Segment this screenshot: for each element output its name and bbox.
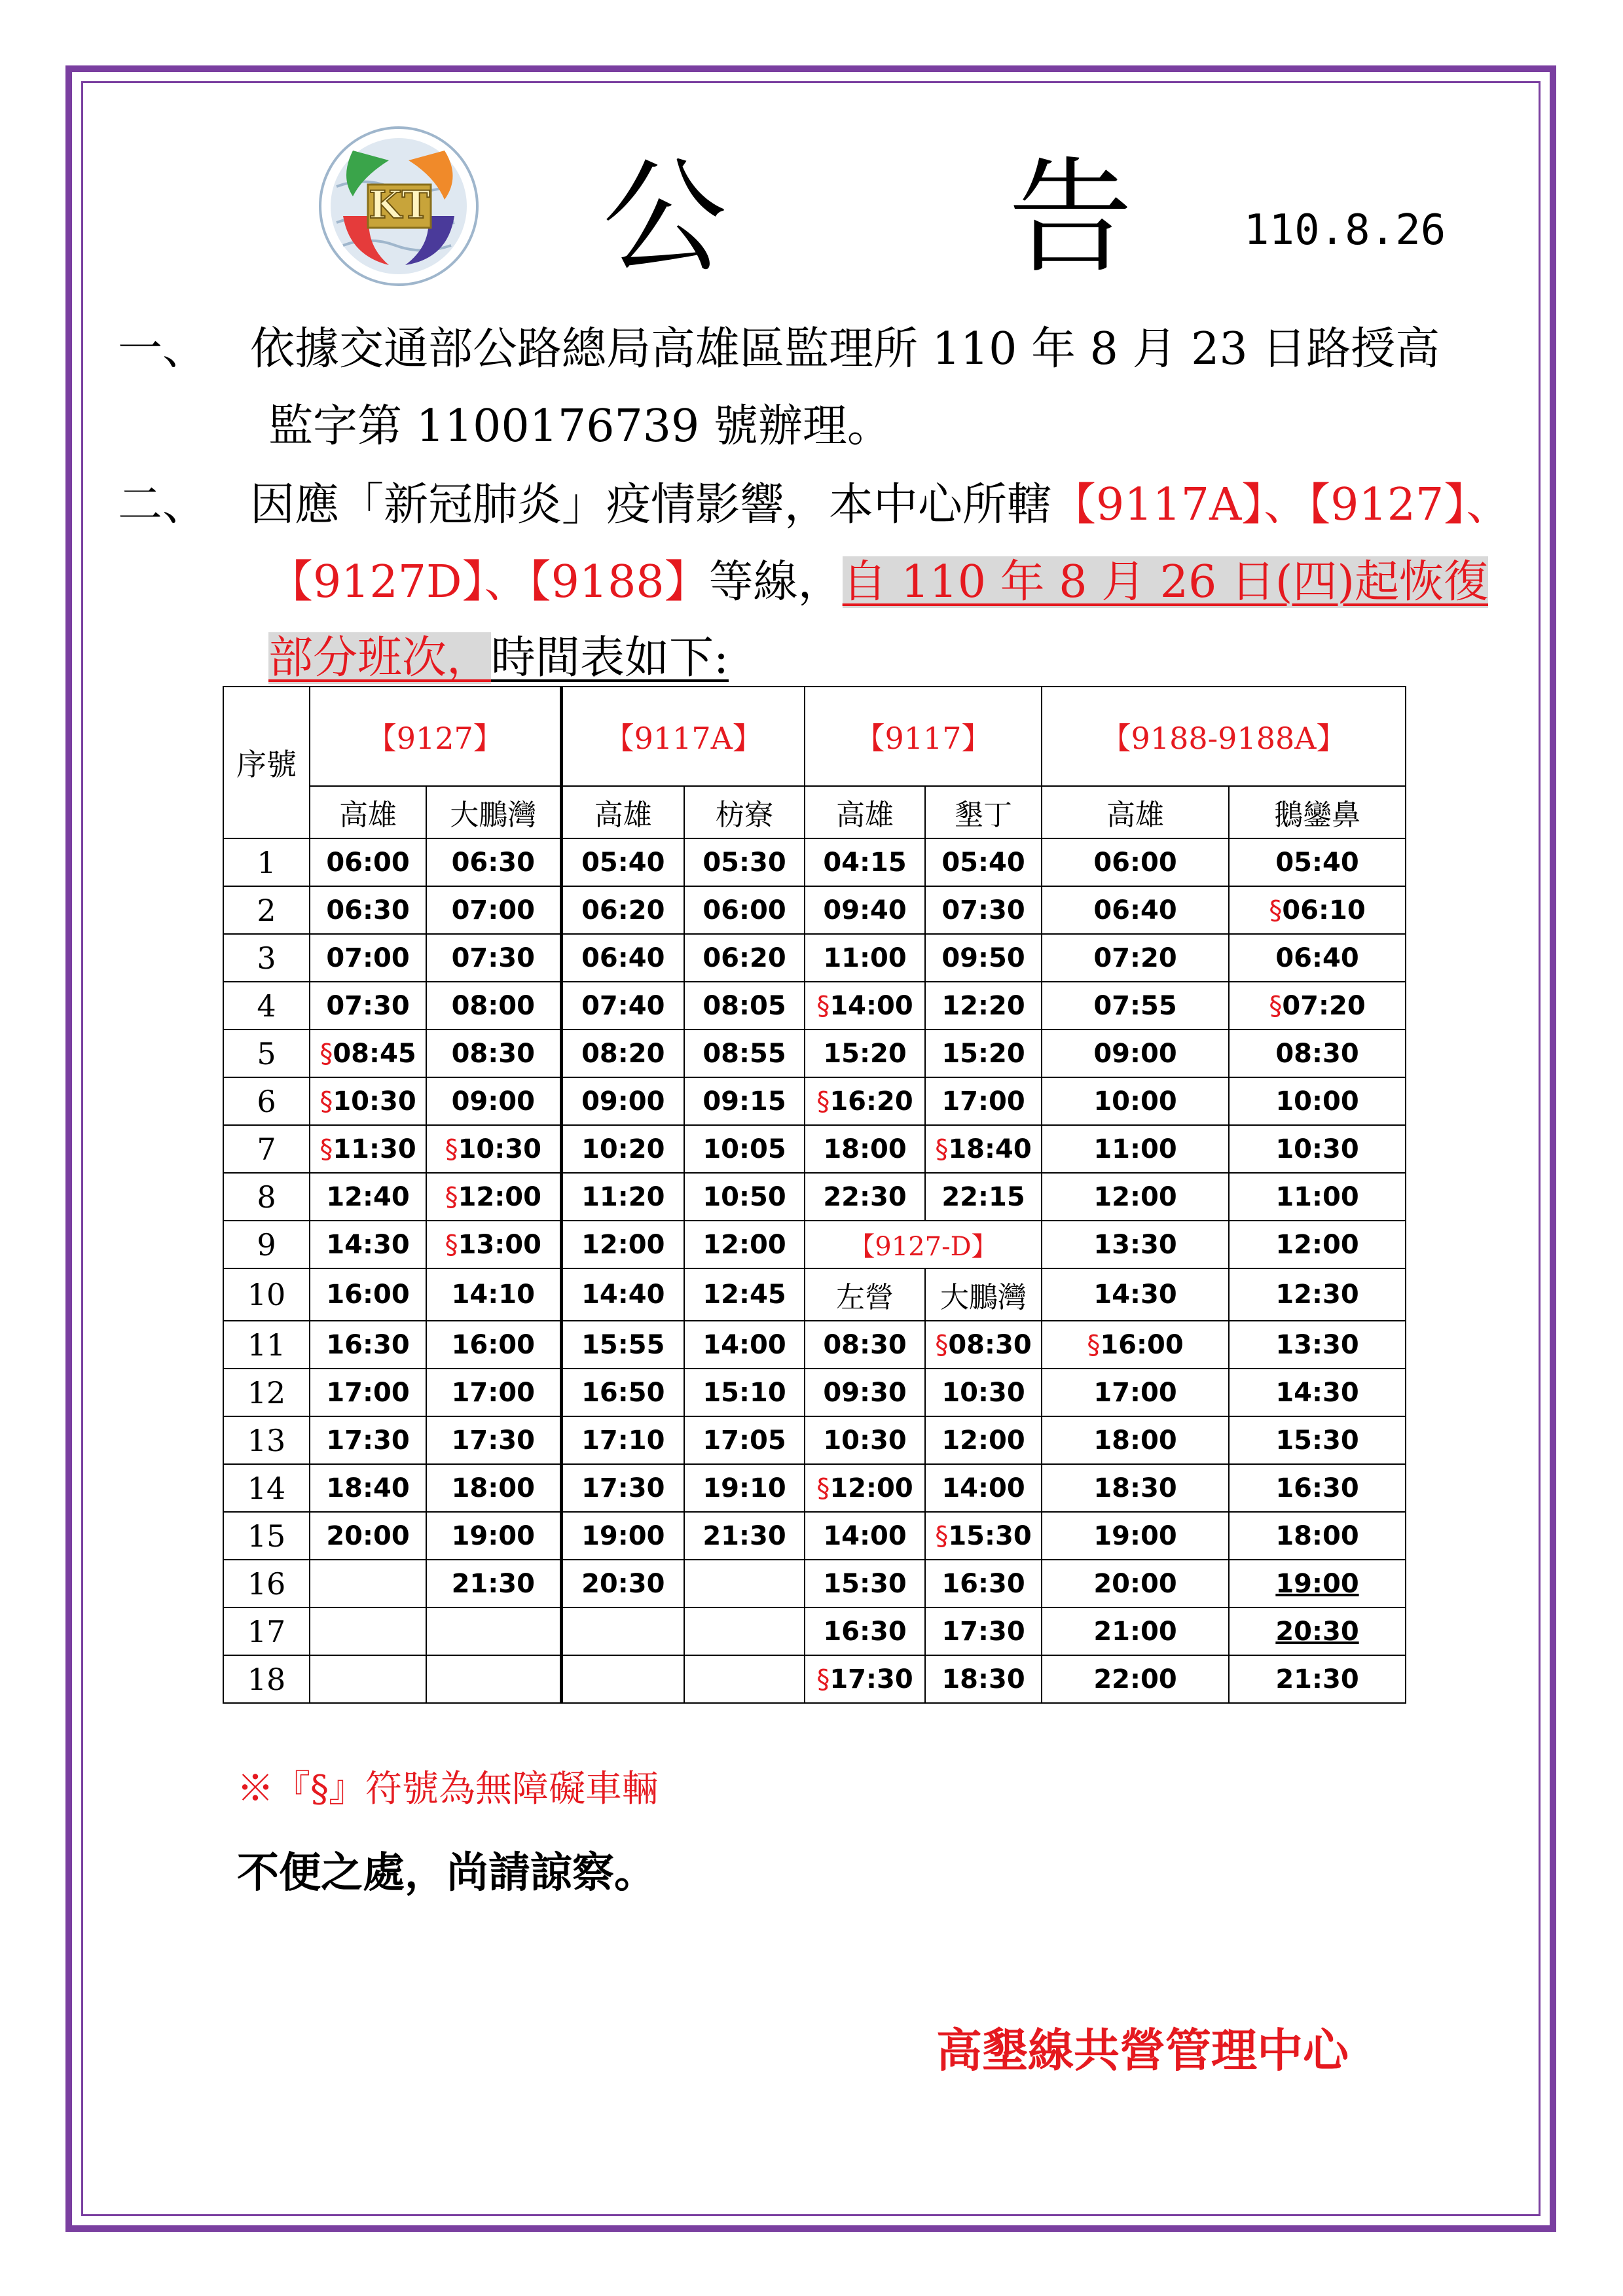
row-number: 7: [223, 1125, 310, 1173]
time-cell: 16:30: [925, 1560, 1042, 1607]
time-value: 10:30: [333, 1086, 416, 1117]
time-cell: 04:15: [805, 838, 925, 886]
time-value: 16:20: [830, 1086, 913, 1117]
time-cell: 08:55: [684, 1030, 805, 1077]
time-cell: 05:30: [684, 838, 805, 886]
time-cell: 08:00: [426, 982, 561, 1030]
table-row: [223, 1030, 1406, 1077]
row-number: 18: [223, 1655, 310, 1703]
time-cell: 18:00: [426, 1464, 561, 1512]
time-cell: 17:00: [1042, 1369, 1229, 1416]
stop-header: 高雄: [805, 786, 925, 838]
time-cell: 06:30: [310, 886, 426, 934]
time-value: 08:45: [333, 1038, 416, 1069]
time-cell: 07:30: [426, 934, 561, 982]
time-cell: 15:30: [1229, 1416, 1406, 1464]
time-value: 07:20: [1282, 990, 1366, 1021]
time-cell: 07:40: [561, 982, 684, 1030]
time-cell: [1229, 982, 1406, 1030]
stop-header: 墾丁: [925, 786, 1042, 838]
time-value: 12:00: [830, 1473, 913, 1503]
time-cell: 11:00: [805, 934, 925, 982]
time-cell: 11:00: [1229, 1173, 1406, 1221]
time-cell: 09:50: [925, 934, 1042, 982]
time-cell: 16:30: [805, 1607, 925, 1655]
time-cell: [925, 1321, 1042, 1369]
time-value: 14:00: [830, 990, 913, 1021]
time-value: 12:00: [458, 1181, 541, 1212]
time-value: 11:30: [333, 1134, 416, 1164]
item-2-routes-a: 【9117A】、【9127】、: [1051, 479, 1511, 531]
time-cell: [684, 1560, 805, 1607]
time-cell: [426, 1607, 561, 1655]
time-cell: 09:00: [1042, 1030, 1229, 1077]
time-cell: 06:40: [1229, 934, 1406, 982]
time-cell: 19:00: [1042, 1512, 1229, 1560]
time-cell: [925, 1512, 1042, 1560]
row-number: 11: [223, 1321, 310, 1369]
time-cell: 07:00: [310, 934, 426, 982]
time-cell: 14:00: [684, 1321, 805, 1369]
time-cell: 11:20: [561, 1173, 684, 1221]
time-cell: 20:30: [1229, 1607, 1406, 1655]
time-cell: 09:00: [561, 1077, 684, 1125]
time-cell: [310, 1077, 426, 1125]
sub-stop-header: 左營: [805, 1268, 925, 1321]
time-cell: 12:00: [1229, 1221, 1406, 1268]
time-cell: 06:00: [310, 838, 426, 886]
route-9127-header: 【9127】: [310, 687, 561, 786]
logo-text: KT: [369, 183, 430, 227]
time-cell: 14:30: [1042, 1268, 1229, 1321]
time-value: 06:10: [1282, 895, 1366, 925]
sub-stop-header: 大鵬灣: [925, 1268, 1042, 1321]
time-cell: 13:30: [1042, 1221, 1229, 1268]
time-cell: 13:30: [1229, 1321, 1406, 1369]
time-cell: 17:00: [310, 1369, 426, 1416]
time-value: 15:30: [948, 1520, 1032, 1551]
accessible-mark: §: [445, 1181, 458, 1212]
accessible-mark: §: [319, 1086, 333, 1117]
item-1-line-1: 依據交通部公路總局高雄區監理所 110 年 8 月 23 日路授高: [250, 323, 1440, 375]
table-row: [223, 886, 1406, 934]
row-number: 10: [223, 1268, 310, 1321]
time-cell: 12:00: [684, 1221, 805, 1268]
time-cell: 14:30: [1229, 1369, 1406, 1416]
time-cell: [805, 1655, 925, 1703]
route-9117a-header: 【9117A】: [561, 687, 805, 786]
time-cell: 21:30: [1229, 1655, 1406, 1703]
time-cell: 17:30: [561, 1464, 684, 1512]
time-cell: 22:00: [1042, 1655, 1229, 1703]
timetable-intro: 時間表如下:: [491, 632, 729, 684]
page-title: 公 告: [602, 145, 1212, 290]
time-cell: 21:00: [1042, 1607, 1229, 1655]
table-row: [223, 838, 1406, 886]
time-cell: 11:00: [1042, 1125, 1229, 1173]
time-cell: 10:05: [684, 1125, 805, 1173]
item-2-line-2-text: 等線，: [708, 556, 843, 608]
time-cell: 20:00: [1042, 1560, 1229, 1607]
row-number: 6: [223, 1077, 310, 1125]
row-number: 8: [223, 1173, 310, 1221]
accessible-mark: §: [1269, 895, 1283, 925]
item-2-line-3: [268, 632, 729, 684]
time-cell: 14:10: [426, 1268, 561, 1321]
time-cell: [684, 1655, 805, 1703]
time-cell: [426, 1173, 561, 1221]
table-row: [223, 1077, 1406, 1125]
time-cell: 16:00: [426, 1321, 561, 1369]
table-row: [223, 1512, 1406, 1560]
row-number: 5: [223, 1030, 310, 1077]
time-cell: [426, 1655, 561, 1703]
time-cell: [1229, 886, 1406, 934]
accessible-mark: §: [816, 1473, 830, 1503]
time-cell: [805, 1077, 925, 1125]
time-cell: 08:30: [1229, 1030, 1406, 1077]
time-cell: 06:30: [426, 838, 561, 886]
time-cell: 17:05: [684, 1416, 805, 1464]
row-number: 16: [223, 1560, 310, 1607]
time-cell: 14:30: [310, 1221, 426, 1268]
time-cell: 21:30: [426, 1560, 561, 1607]
time-cell: 19:10: [684, 1464, 805, 1512]
time-cell: [925, 1125, 1042, 1173]
timetable-body: [223, 838, 1406, 1703]
time-cell: 15:30: [805, 1560, 925, 1607]
time-cell: 18:40: [310, 1464, 426, 1512]
time-cell: 15:20: [805, 1030, 925, 1077]
time-cell: 15:20: [925, 1030, 1042, 1077]
stop-header: 高雄: [561, 786, 684, 838]
accessible-mark: §: [445, 1229, 458, 1260]
item-2-line-1: [250, 479, 1511, 531]
time-cell: 07:30: [310, 982, 426, 1030]
time-cell: 10:50: [684, 1173, 805, 1221]
accessible-mark: §: [935, 1329, 949, 1360]
stop-header: 高雄: [1042, 786, 1229, 838]
time-cell: 06:40: [561, 934, 684, 982]
time-cell: 15:10: [684, 1369, 805, 1416]
time-cell: 08:05: [684, 982, 805, 1030]
time-cell: 10:30: [925, 1369, 1042, 1416]
time-cell: 17:00: [925, 1077, 1042, 1125]
time-cell: 18:00: [805, 1125, 925, 1173]
time-cell: 20:00: [310, 1512, 426, 1560]
time-cell: 16:30: [1229, 1464, 1406, 1512]
time-cell: 17:30: [310, 1416, 426, 1464]
accessible-mark: §: [1269, 990, 1283, 1021]
table-row: [223, 1173, 1406, 1221]
time-cell: [805, 982, 925, 1030]
time-cell: 15:55: [561, 1321, 684, 1369]
time-cell: 10:30: [1229, 1125, 1406, 1173]
time-cell: 07:30: [925, 886, 1042, 934]
time-cell: 17:10: [561, 1416, 684, 1464]
time-cell: 12:00: [925, 1416, 1042, 1464]
time-cell: 06:00: [684, 886, 805, 934]
seq-header: 序號: [223, 687, 310, 838]
time-value: 13:00: [458, 1229, 541, 1260]
row-number: 3: [223, 934, 310, 982]
row-number: 12: [223, 1369, 310, 1416]
accessible-mark: §: [816, 990, 830, 1021]
time-value: 18:40: [948, 1134, 1032, 1164]
time-cell: 06:20: [561, 886, 684, 934]
time-cell: [310, 1655, 426, 1703]
table-row: [223, 1268, 1406, 1321]
time-cell: 12:40: [310, 1173, 426, 1221]
table-row: [223, 1464, 1406, 1512]
time-cell: 12:45: [684, 1268, 805, 1321]
item-2-routes-b: 【9127D】、【9188】: [268, 556, 709, 608]
time-cell: 09:15: [684, 1077, 805, 1125]
stop-header-row: [223, 786, 1406, 838]
time-cell: 06:20: [684, 934, 805, 982]
time-cell: 17:00: [426, 1369, 561, 1416]
time-cell: 08:30: [805, 1321, 925, 1369]
table-row: [223, 1221, 1406, 1268]
time-cell: 19:00: [426, 1512, 561, 1560]
time-value: 17:30: [830, 1664, 913, 1695]
row-number: 2: [223, 886, 310, 934]
time-cell: [426, 1221, 561, 1268]
table-row: [223, 1369, 1406, 1416]
route-9117-header: 【9117】: [805, 687, 1042, 786]
stop-header: 枋寮: [684, 786, 805, 838]
time-cell: 07:20: [1042, 934, 1229, 982]
notice-date: 110.8.26: [1244, 206, 1446, 255]
accessible-mark: §: [1087, 1329, 1101, 1360]
accessible-mark: §: [816, 1664, 830, 1695]
time-cell: 12:30: [1229, 1268, 1406, 1321]
time-cell: 19:00: [561, 1512, 684, 1560]
closing-remark: 不便之處，尚請諒察。: [237, 1848, 656, 1897]
table-row: [223, 1607, 1406, 1655]
table-row: [223, 982, 1406, 1030]
time-cell: 17:30: [426, 1416, 561, 1464]
time-cell: 16:50: [561, 1369, 684, 1416]
time-cell: 06:40: [1042, 886, 1229, 934]
time-cell: 06:00: [1042, 838, 1229, 886]
table-row: [223, 1321, 1406, 1369]
time-cell: 22:30: [805, 1173, 925, 1221]
time-value: 10:30: [458, 1134, 541, 1164]
time-cell: 09:00: [426, 1077, 561, 1125]
time-cell: 19:00: [1229, 1560, 1406, 1607]
accessible-mark: §: [445, 1134, 458, 1164]
row-number: 15: [223, 1512, 310, 1560]
time-cell: 14:00: [925, 1464, 1042, 1512]
item-1-line-2: 監字第 1100176739 號辦理。: [268, 401, 892, 452]
table-row: [223, 934, 1406, 982]
time-cell: 07:00: [426, 886, 561, 934]
accessible-mark: §: [816, 1086, 830, 1117]
table-row: [223, 1655, 1406, 1703]
time-cell: 16:00: [310, 1268, 426, 1321]
partial-service-highlight: 部分班次，: [268, 632, 492, 684]
time-cell: [561, 1607, 684, 1655]
time-cell: 09:30: [805, 1369, 925, 1416]
time-cell: 18:30: [1042, 1464, 1229, 1512]
time-cell: 12:20: [925, 982, 1042, 1030]
time-cell: 18:00: [1229, 1512, 1406, 1560]
time-cell: 07:55: [1042, 982, 1229, 1030]
row-number: 13: [223, 1416, 310, 1464]
time-cell: 14:00: [805, 1512, 925, 1560]
time-cell: [1042, 1321, 1229, 1369]
accessible-mark: §: [935, 1134, 949, 1164]
timetable: [223, 686, 1406, 1704]
route-9188-header: 【9188-9188A】: [1042, 687, 1406, 786]
time-cell: 22:15: [925, 1173, 1042, 1221]
stop-header: 大鵬灣: [426, 786, 561, 838]
accessible-mark: §: [319, 1038, 333, 1069]
time-cell: 08:20: [561, 1030, 684, 1077]
time-cell: 14:40: [561, 1268, 684, 1321]
time-value: 16:00: [1100, 1329, 1184, 1360]
time-cell: 05:40: [561, 838, 684, 886]
stop-header: 鵝鑾鼻: [1229, 786, 1406, 838]
row-number: 17: [223, 1607, 310, 1655]
time-cell: [310, 1560, 426, 1607]
time-cell: [310, 1030, 426, 1077]
time-cell: 17:30: [925, 1607, 1042, 1655]
time-cell: [561, 1655, 684, 1703]
row-number: 4: [223, 982, 310, 1030]
time-cell: 10:00: [1229, 1077, 1406, 1125]
kt-logo: [317, 124, 481, 288]
route-header-row: [223, 687, 1406, 786]
row-number: 1: [223, 838, 310, 886]
time-value: 08:30: [948, 1329, 1032, 1360]
time-cell: 08:30: [426, 1030, 561, 1077]
time-cell: [310, 1607, 426, 1655]
table-row: [223, 1416, 1406, 1464]
time-cell: 18:00: [1042, 1416, 1229, 1464]
time-cell: [310, 1125, 426, 1173]
item-1-number: 一、: [118, 323, 208, 375]
time-cell: 12:00: [561, 1221, 684, 1268]
table-row: [223, 1125, 1406, 1173]
time-cell: 10:00: [1042, 1077, 1229, 1125]
accessible-mark: §: [319, 1134, 333, 1164]
item-2-line-2: [268, 556, 1488, 608]
time-cell: 21:30: [684, 1512, 805, 1560]
time-cell: [805, 1464, 925, 1512]
time-cell: 20:30: [561, 1560, 684, 1607]
table-row: [223, 1560, 1406, 1607]
time-cell: 18:30: [925, 1655, 1042, 1703]
row-number: 9: [223, 1221, 310, 1268]
time-cell: [426, 1125, 561, 1173]
time-cell: 05:40: [925, 838, 1042, 886]
time-cell: 16:30: [310, 1321, 426, 1369]
time-cell: [684, 1607, 805, 1655]
time-cell: 09:40: [805, 886, 925, 934]
item-2-line-1-text: 因應「新冠肺炎」疫情影響，本中心所轄: [250, 479, 1052, 531]
time-cell: 10:30: [805, 1416, 925, 1464]
resume-date-highlight: 自 110 年 8 月 26 日(四)起恢復: [842, 556, 1488, 608]
time-cell: 05:40: [1229, 838, 1406, 886]
signature: 高墾線共營管理中心: [936, 2023, 1349, 2077]
time-cell: 10:20: [561, 1125, 684, 1173]
item-2-number: 二、: [118, 479, 208, 531]
time-cell: 12:00: [1042, 1173, 1229, 1221]
stop-header: 高雄: [310, 786, 426, 838]
row-number: 14: [223, 1464, 310, 1512]
accessibility-note: ※『§』符號為無障礙車輛: [237, 1768, 659, 1810]
route-9127d-header: 【9127-D】: [805, 1221, 1042, 1268]
accessible-mark: §: [935, 1520, 949, 1551]
